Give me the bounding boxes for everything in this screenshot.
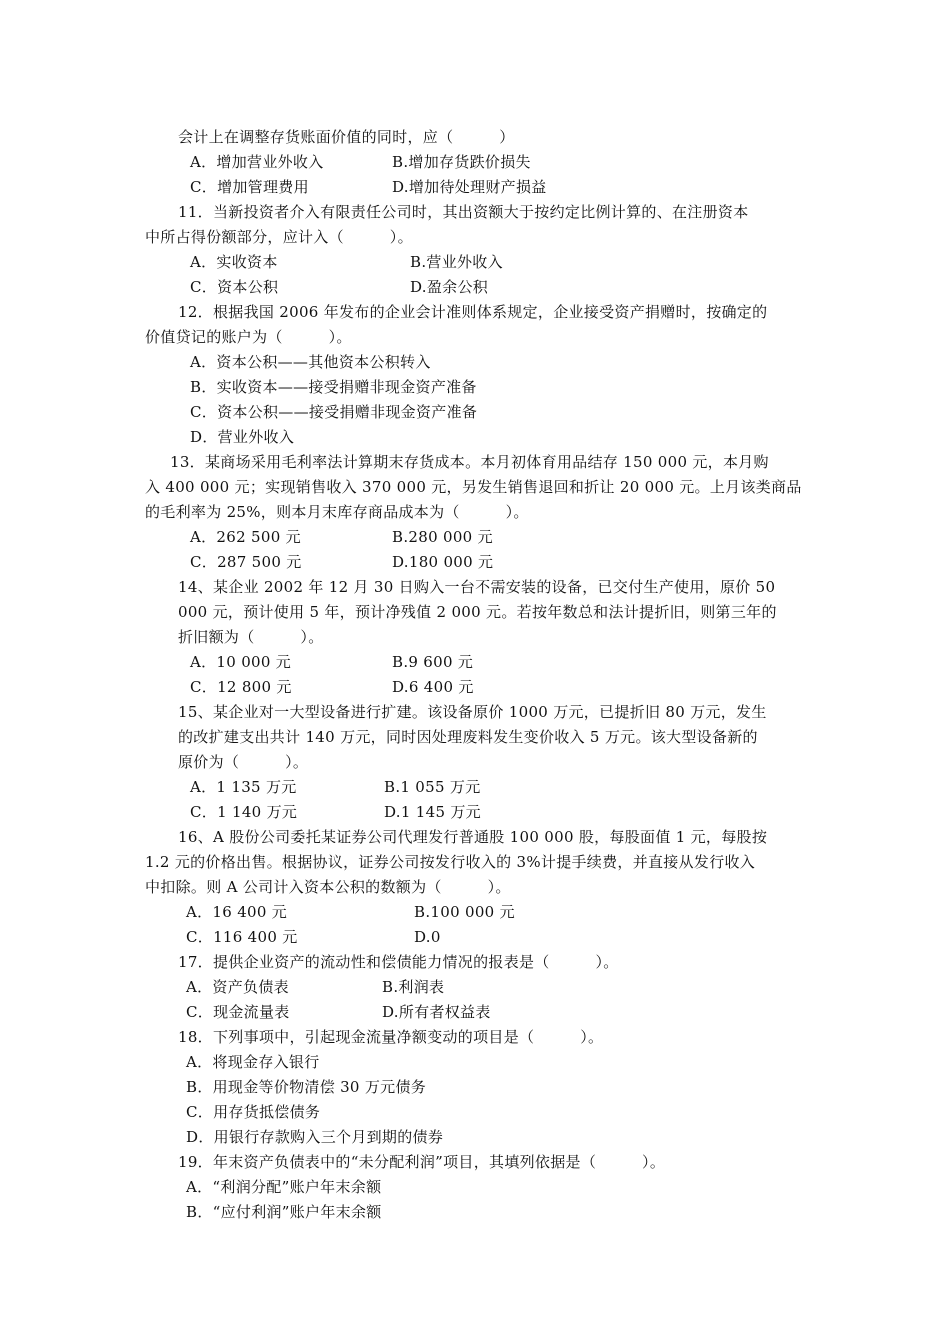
q12-option-a: A．资本公积——其他资本公积转入 [190, 353, 431, 371]
q16-stem-line3: 中扣除。则 A 公司计入资本公积的数额为（ ）。 [145, 878, 511, 896]
q14-stem-line3: 折旧额为（ ）。 [178, 628, 324, 646]
q16-option-a: A．16 400 元 [186, 903, 288, 921]
q14-option-b: B.9 600 元 [392, 653, 474, 671]
q17-option-a: A．资产负债表 [186, 978, 289, 996]
q13-option-c: C．287 500 元 [190, 553, 302, 571]
q18-option-d: D．用银行存款购入三个月到期的债券 [186, 1128, 444, 1146]
q15-stem-line1: 15、某企业对一大型设备进行扩建。该设备原价 1000 万元，已提折旧 80 万元，发生 [178, 703, 767, 721]
q15-option-a: A．1 135 万元 [190, 778, 297, 796]
q11-option-b: B.营业外收入 [410, 253, 503, 271]
q19-option-b: B．“应付利润”账户年末余额 [186, 1203, 382, 1221]
q10-option-a: A．增加营业外收入 [190, 153, 324, 171]
q11-stem-line1: 11．当新投资者介入有限责任公司时，其出资额大于按约定比例计算的、在注册资本 [178, 203, 749, 221]
q14-stem-line2: 000 元，预计使用 5 年，预计净残值 2 000 元。若按年数总和法计提折旧，则第三年的 [178, 603, 777, 621]
q16-option-c: C．116 400 元 [186, 928, 298, 946]
q13-stem-line1: 13．某商场采用毛利率法计算期末存货成本。本月初体育用品结存 150 000 元，本月购 [170, 453, 769, 471]
q17-option-b: B.利润表 [382, 978, 445, 996]
q17-option-c: C．现金流量表 [186, 1003, 290, 1021]
q15-option-d: D.1 145 万元 [384, 803, 481, 821]
q13-stem-line3: 的毛利率为 25%，则本月末库存商品成本为（ ）。 [145, 503, 529, 521]
q15-option-c: C．1 140 万元 [190, 803, 298, 821]
q14-stem-line1: 14、某企业 2002 年 12 月 30 日购入一台不需安装的设备，已交付生产使用，原价 50 [178, 578, 776, 596]
q16-option-b: B.100 000 元 [414, 903, 515, 921]
q17-stem: 17．提供企业资产的流动性和偿债能力情况的报表是（ ）。 [178, 953, 619, 971]
q13-option-d: D.180 000 元 [392, 553, 494, 571]
q15-stem-line2: 的改扩建支出共计 140 万元，同时因处理废料发生变价收入 5 万元。该大型设备新的 [178, 728, 758, 746]
q14-option-d: D.6 400 元 [392, 678, 474, 696]
q19-option-a: A．“利润分配”账户年末余额 [186, 1178, 382, 1196]
q12-option-c: C．资本公积——接受捐赠非现金资产准备 [190, 403, 478, 421]
q12-option-d: D．营业外收入 [190, 428, 295, 446]
q10-stem: 会计上在调整存货账面价值的同时，应（ ） [178, 128, 515, 146]
q11-option-d: D.盈余公积 [410, 278, 489, 296]
q11-option-a: A．实收资本 [190, 253, 278, 271]
q19-stem: 19．年末资产负债表中的“未分配利润”项目，其填列依据是（ ）。 [178, 1153, 666, 1171]
q10-option-b: B.增加存货跌价损失 [392, 153, 531, 171]
q16-option-d: D.0 [414, 928, 441, 946]
q16-stem-line1: 16、A 股份公司委托某证券公司代理发行普通股 100 000 股，每股面值 1 元，每股按 [178, 828, 768, 846]
q18-option-c: C．用存货抵偿债务 [186, 1103, 321, 1121]
q12-stem-line1: 12．根据我国 2006 年发布的企业会计准则体系规定，企业接受资产捐赠时，按确定的 [178, 303, 768, 321]
q15-stem-line3: 原价为（ ）。 [178, 753, 309, 771]
q17-option-d: D.所有者权益表 [382, 1003, 491, 1021]
q15-option-b: B.1 055 万元 [384, 778, 481, 796]
q12-stem-line2: 价值贷记的账户为（ ）。 [145, 328, 352, 346]
q16-stem-line2: 1.2 元的价格出售。根据协议，证券公司按发行收入的 3%计提手续费，并直接从发行收入 [145, 853, 756, 871]
q14-option-c: C．12 800 元 [190, 678, 292, 696]
q18-stem: 18．下列事项中，引起现金流量净额变动的项目是（ ）。 [178, 1028, 604, 1046]
q13-option-a: A．262 500 元 [190, 528, 301, 546]
q10-option-c: C．增加管理费用 [190, 178, 309, 196]
q11-option-c: C．资本公积 [190, 278, 279, 296]
q13-stem-line2: 入 400 000 元；实现销售收入 370 000 元，另发生销售退回和折让 20 000 元。上月该类商品 [145, 478, 802, 496]
q18-option-b: B．用现金等价物清偿 30 万元债务 [186, 1078, 427, 1096]
q10-option-d: D.增加待处理财产损益 [392, 178, 547, 196]
q14-option-a: A．10 000 元 [190, 653, 292, 671]
q18-option-a: A．将现金存入银行 [186, 1053, 320, 1071]
q13-option-b: B.280 000 元 [392, 528, 493, 546]
q11-stem-line2: 中所占得份额部分，应计入（ ）。 [145, 228, 413, 246]
q12-option-b: B．实收资本——接受捐赠非现金资产准备 [190, 378, 477, 396]
